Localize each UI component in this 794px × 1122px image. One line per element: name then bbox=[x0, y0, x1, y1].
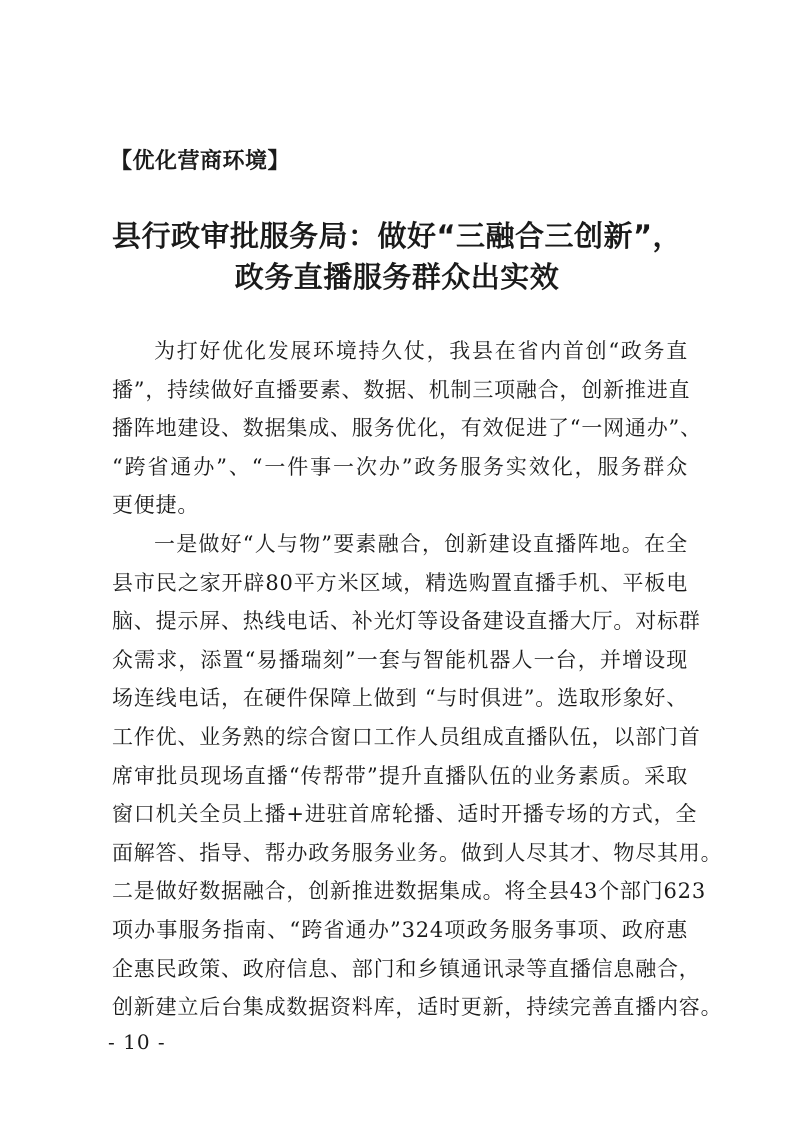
body-line: 项办事服务指南、“跨省通办”324项政务服务事项、政府惠 bbox=[112, 917, 688, 942]
body-line: 更便捷。 bbox=[112, 493, 200, 518]
body-line: 县市民之家开辟80平方米区域，精选购置直播手机、平板电 bbox=[112, 570, 688, 595]
body-line: 工作优、业务熟的综合窗口工作人员组成直播队伍，以部门首 bbox=[112, 724, 701, 749]
section-tag: 【优化营商环境】 bbox=[110, 149, 291, 174]
body-line: 播阵地建设、数据集成、服务优化，有效促进了“一网通办”、 bbox=[112, 416, 702, 441]
body-line: 窗口机关全员上播+进驻首席轮播、适时开播专场的方式，全 bbox=[112, 802, 698, 827]
body-line: 众需求，添置“易播瑞刻”一套与智能机器人一台，并增设现 bbox=[112, 647, 688, 672]
body-line: “跨省通办”、“一件事一次办”政务服务实效化，服务群众 bbox=[112, 454, 688, 479]
page-number: - 10 - bbox=[108, 1030, 166, 1054]
title-line-2: 政务直播服务群众出实效 bbox=[234, 260, 560, 294]
body-line: 企惠民政策、政府信息、部门和乡镇通讯录等直播信息融合， bbox=[112, 956, 701, 981]
body-line: 席审批员现场直播“传帮带”提升直播队伍的业务素质。采取 bbox=[112, 763, 688, 788]
body-line: 场连线电话，在硬件保障上做到 “与时俱进”。选取形象好、 bbox=[112, 686, 688, 711]
body-line: 为打好优化发展环境持久仗，我县在省内首创“政务直 bbox=[154, 339, 688, 363]
body-line: 一是做好“人与物”要素融合，创新建设直播阵地。在全 bbox=[154, 531, 688, 556]
body-line: 播”，持续做好直播要素、数据、机制三项融合，创新推进直 bbox=[112, 377, 691, 402]
body-line: 面解答、指导、帮办政务服务业务。做到人尽其才、物尽其用。 bbox=[112, 840, 723, 865]
body-line: 创新建立后台集成数据资料库，适时更新，持续完善直播内容。 bbox=[112, 995, 723, 1020]
body-line: 二是做好数据融合，创新推进数据集成。将全县43个部门623 bbox=[112, 879, 707, 904]
body-text bbox=[112, 332, 723, 1027]
title-line-1: 县行政审批服务局：做好“三融合三创新”， bbox=[111, 219, 683, 253]
body-line: 脑、提示屏、热线电话、补光灯等设备建设直播大厅。对标群 bbox=[112, 609, 701, 634]
